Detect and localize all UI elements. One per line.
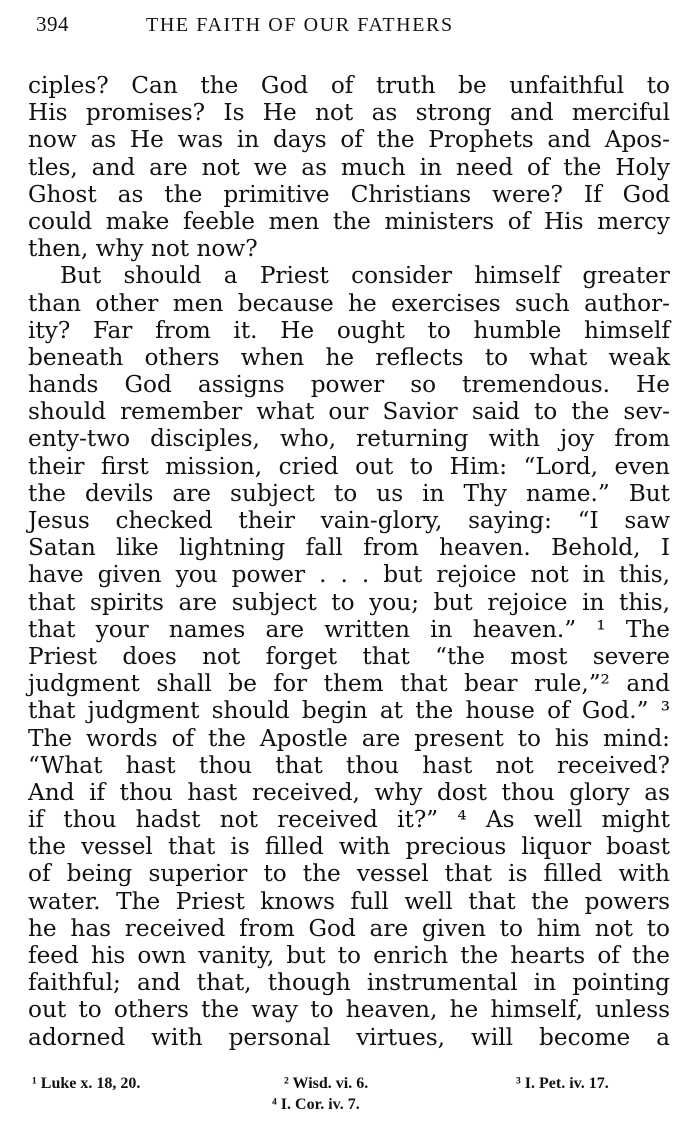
text-line: the vessel that is filled with precious liquor boast xyxy=(28,833,670,861)
text-line: feed his own vanity, but to enrich the hearts of the xyxy=(28,942,670,969)
text-line: ciples? Can the God of truth be unfaithful to xyxy=(28,72,670,99)
text-line: His promises? Is He not as strong and merciful xyxy=(28,99,670,127)
text-line: The words of the Apostle are present to his mind: xyxy=(28,724,670,752)
text-line: ity? Far from it. He ought to humble himself xyxy=(28,316,670,344)
text-line: out to others the way to heaven, he himself, unless xyxy=(28,996,670,1024)
footnote-2: ² Wisd. vi. 6. xyxy=(284,1075,369,1092)
text-line: that your names are written in heaven.” ¹ The xyxy=(28,615,670,643)
footnote-4: ⁴ I. Cor. iv. 7. xyxy=(272,1096,360,1113)
text-line: that judgment should begin at the house of God.” ³ xyxy=(28,697,670,725)
text-line: “What hast thou that thou hast not received? xyxy=(28,751,670,779)
text-line: faithful; and that, though instrumental in pointing xyxy=(28,969,670,997)
text-line: Satan like lightning fall from heaven. Behold, I xyxy=(28,534,670,562)
text-line: have given you power . . . but rejoice not in this, xyxy=(28,561,670,589)
text-line: of being superior to the vessel that is filled with xyxy=(28,860,670,888)
footnote-3: ³ I. Pet. iv. 17. xyxy=(516,1075,609,1092)
text-line: Ghost as the primitive Christians were? If God xyxy=(28,180,670,208)
text-line: could make feeble men the ministers of His mercy xyxy=(28,207,670,235)
text-line: tles, and are not we as much in need of the Holy xyxy=(28,153,670,181)
text-line: their first mission, cried out to Him: “Lord, even xyxy=(28,452,670,480)
text-line: judgment shall be for them that bear rule,”² and xyxy=(28,670,670,698)
text-line: Priest does not forget that “the most severe xyxy=(28,642,670,670)
text-line: Jesus checked their vain-glory, saying: “I saw xyxy=(28,507,670,534)
text-line: that spirits are subject to you; but rejoice in this, xyxy=(28,588,670,616)
text-line: if thou hadst not received it?” ⁴ As well might xyxy=(28,806,670,834)
footnote-1: ¹ Luke x. 18, 20. xyxy=(32,1075,141,1092)
text-line: And if thou hast received, why dost thou glory as xyxy=(28,778,670,806)
text-line: should remember what our Savior said to the sev- xyxy=(28,398,670,426)
text-line: enty-two disciples, who, returning with joy from xyxy=(28,425,670,453)
text-line: water. The Priest knows full well that the powers xyxy=(28,887,670,915)
text-line: adorned with personal virtues, will become a xyxy=(28,1023,670,1051)
paragraph-start-line: But should a Priest consider himself greater xyxy=(60,262,670,290)
text-line: then, why not now? xyxy=(28,235,258,263)
page-header xyxy=(32,8,662,48)
text-line: he has received from God are given to him not to xyxy=(28,914,670,942)
text-line: the devils are subject to us in Thy name.” But xyxy=(28,479,670,507)
body-text xyxy=(28,72,670,1051)
text-line: beneath others when he reflects to what weak xyxy=(28,343,670,371)
text-line: hands God assigns power so tremendous. He xyxy=(28,371,670,399)
text-line: now as He was in days of the Prophets and Apos- xyxy=(28,126,670,154)
page-number: 394 xyxy=(36,12,69,36)
text-line: than other men because he exercises such author- xyxy=(28,289,670,317)
running-title: THE FAITH OF OUR FATHERS xyxy=(146,14,454,36)
